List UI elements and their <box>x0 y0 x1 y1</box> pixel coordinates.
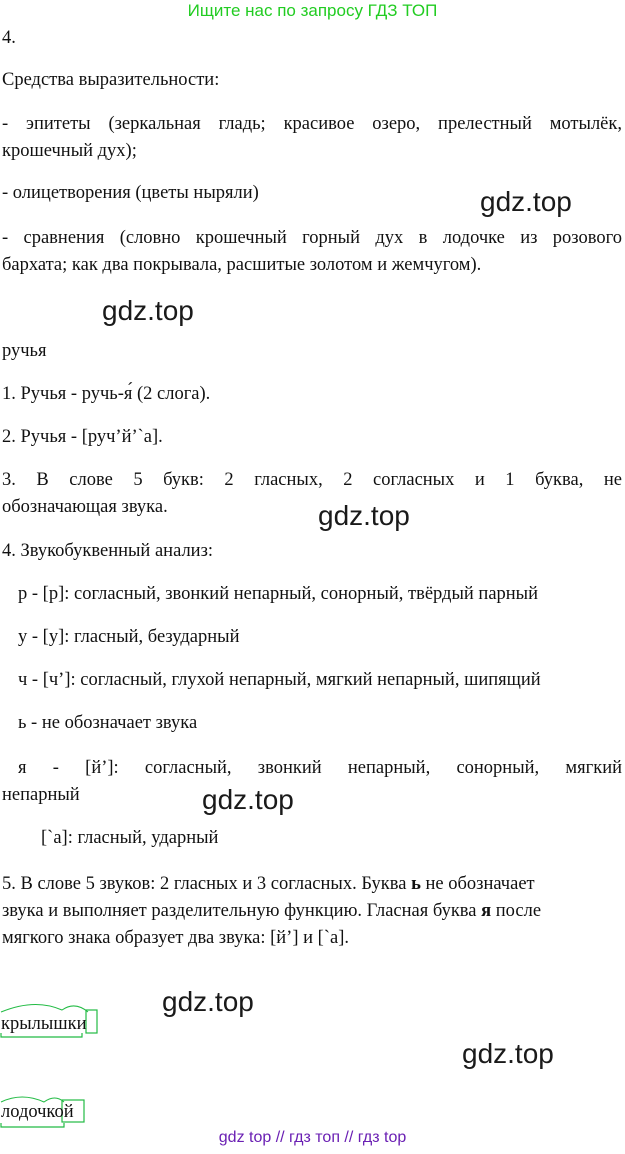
word-heading: ручья <box>2 341 47 361</box>
paragraph-transcription: 2. Ручья - [руч’й’`а]. <box>2 427 163 447</box>
morpheme-parse-lodochkoy <box>0 1088 110 1128</box>
analysis-heading: 4. Звукобуквенный анализ: <box>2 541 214 561</box>
word-lodochkoy: лодочкой <box>1 1102 74 1122</box>
epithets-line2: крошечный дух); <box>2 141 137 161</box>
watermark: gdz.top <box>480 186 572 217</box>
watermark: gdz.top <box>102 295 194 326</box>
task-number: 4. <box>2 28 16 48</box>
analysis-u: у - [у]: гласный, безударный <box>18 627 240 647</box>
paragraph-sounds-line2: звука и выполняет разделительную функцию. Гласная буква я после <box>2 901 542 921</box>
footer-links: gdz top // гдз топ // гдз top <box>218 1129 407 1146</box>
watermark: gdz.top <box>462 1038 554 1069</box>
personification-line: - олицетворения (цветы ныряли) <box>2 183 259 203</box>
analysis-ya-a: [`а]: гласный, ударный <box>41 828 219 848</box>
devices-heading: Средства выразительности: <box>2 70 220 90</box>
comparisons-line1: - сравнения (словно крошечный горный дух в лодочке из розового <box>2 228 622 248</box>
watermark: gdz.top <box>162 986 254 1017</box>
paragraph-sounds-line1: 5. В слове 5 звуков: 2 гласных и 3 согласных. Буква ь не обозначает <box>2 874 535 894</box>
word-krylyshki: крылышки <box>1 1014 87 1034</box>
paragraph-sounds-line3: мягкого знака образует два звука: [й’] и [`а]. <box>2 928 349 948</box>
morpheme-parse-krylyshki <box>0 1000 110 1040</box>
analysis-ya-line2: непарный <box>2 785 80 805</box>
analysis-r: р - [р]: согласный, звонкий непарный, сонорный, твёрдый парный <box>18 584 539 604</box>
epithets-line1: - эпитеты (зеркальная гладь; красивое озеро, прелестный мотылёк, <box>2 114 622 134</box>
watermark: gdz.top <box>318 500 410 531</box>
comparisons-line2: бархата; как два покрывала, расшитые золотом и жемчугом). <box>2 255 482 275</box>
paragraph-letters-line1: 3. В слове 5 букв: 2 гласных, 2 согласных и 1 буква, не <box>2 470 622 490</box>
paragraph-letters-line2: обозначающая звука. <box>2 497 168 517</box>
analysis-ch: ч - [ч’]: согласный, глухой непарный, мягкий непарный, шипящий <box>18 670 541 690</box>
analysis-soft-sign: ь - не обозначает звука <box>18 713 198 733</box>
top-banner: Ищите нас по запросу ГДЗ ТОП <box>187 1 438 20</box>
paragraph-syllables: 1. Ручья - ручь-я́ (2 слога). <box>2 384 211 404</box>
analysis-ya-line1: я - [й’]: согласный, звонкий непарный, сонорный, мягкий <box>18 758 622 778</box>
watermark: gdz.top <box>202 784 294 815</box>
